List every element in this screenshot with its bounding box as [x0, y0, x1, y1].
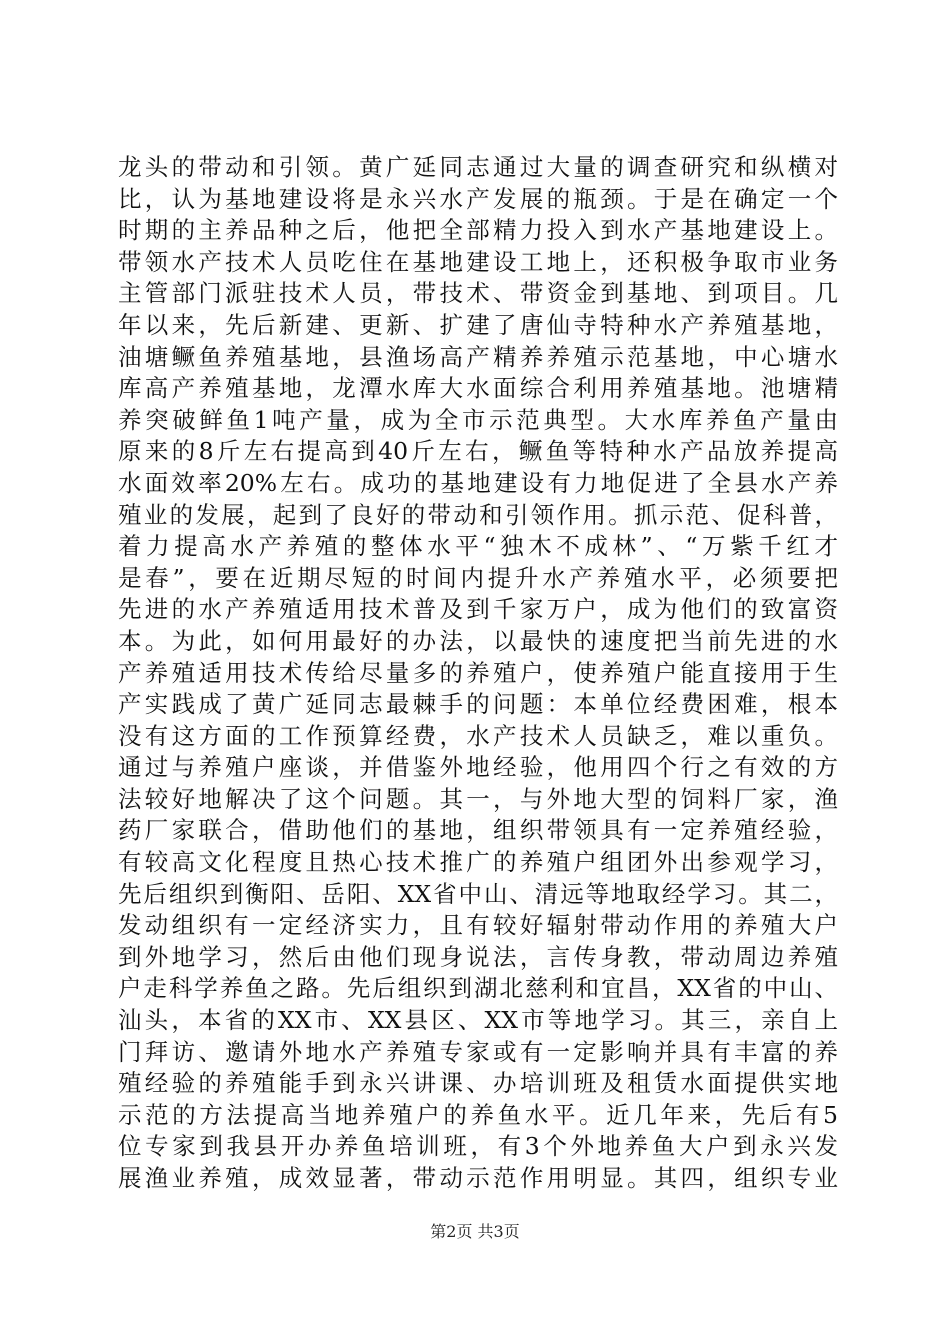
text-line: 龙头的带动和引领。黄广延同志通过大量的调查研究和纵横对 [118, 153, 838, 181]
text-line: 有较高文化程度且热心技术推广的养殖户组团外出参观学习， [118, 848, 838, 877]
text-line: 比，认为基地建设将是永兴水产发展的瓶颈。于是在确定一个 [118, 184, 838, 213]
page-number-footer: 第2页 共3页 [430, 1222, 520, 1241]
text-line: 发动组织有一定经济实力，且有较好辐射带动作用的养殖大户 [118, 911, 838, 940]
text-line: 时期的主养品种之后，他把全部精力投入到水产基地建设上。 [118, 216, 838, 245]
text-line: 本。为此，如何用最好的办法，以最快的速度把当前先进的水 [118, 626, 838, 655]
text-line: 法较好地解决了这个问题。其一，与外地大型的饲料厂家，渔 [118, 784, 838, 813]
text-line: 是春”，要在近期尽短的时间内提升水产养殖水平，必须要把 [118, 563, 838, 592]
text-line: 通过与养殖户座谈，并借鉴外地经验，他用四个行之有效的方 [118, 753, 838, 782]
text-line: 产实践成了黄广延同志最棘手的问题：本单位经费困难，根本 [118, 690, 838, 719]
text-line: 殖业的发展，起到了良好的带动和引领作用。抓示范、促科普， [118, 500, 838, 529]
text-line: 汕头，本省的XX市、XX县区、XX市等地学习。其三，亲自上 [118, 1006, 838, 1035]
text-line: 年以来，先后新建、更新、扩建了唐仙寺特种水产养殖基地， [118, 310, 838, 339]
text-line: 没有这方面的工作预算经费，水产技术人员缺乏，难以重负。 [118, 721, 838, 750]
text-line: 先后组织到衡阳、岳阳、XX省中山、清远等地取经学习。其二， [118, 879, 838, 908]
text-line: 先进的水产养殖适用技术普及到千家万户，成为他们的致富资 [118, 595, 838, 624]
text-line: 水面效率20%左右。成功的基地建设有力地促进了全县水产养 [118, 468, 838, 497]
text-line: 示范的方法提高当地养殖户的养鱼水平。近几年来，先后有5 [118, 1100, 838, 1129]
text-line: 原来的8斤左右提高到40斤左右，鳜鱼等特种水产品放养提高 [118, 437, 838, 466]
text-line: 带领水产技术人员吃住在基地建设工地上，还积极争取市业务 [118, 247, 838, 276]
text-line: 殖经验的养殖能手到永兴讲课、办培训班及租赁水面提供实地 [118, 1069, 838, 1098]
text-line: 库高产养殖基地，龙潭水库大水面综合利用养殖基地。池塘精 [118, 374, 838, 403]
text-line: 主管部门派驻技术人员，带技术、带资金到基地、到项目。几 [118, 279, 838, 308]
text-line: 药厂家联合，借助他们的基地，组织带领具有一定养殖经验， [118, 816, 838, 845]
text-line: 养突破鲜鱼1吨产量，成为全市示范典型。大水库养鱼产量由 [118, 405, 838, 434]
text-line: 产养殖适用技术传给尽量多的养殖户，使养殖户能直接用于生 [118, 658, 838, 687]
text-line: 展渔业养殖，成效显著，带动示范作用明显。其四，组织专业 [118, 1164, 838, 1192]
text-line: 着力提高水产养殖的整体水平“独木不成林”、“万紫千红才 [118, 532, 838, 561]
body-paragraph [118, 152, 838, 1195]
text-line: 位专家到我县开办养鱼培训班，有3个外地养鱼大户到永兴发 [118, 1132, 838, 1161]
text-line: 户走科学养鱼之路。先后组织到湖北慈利和宜昌，XX省的中山、 [118, 974, 838, 1003]
text-line: 到外地学习，然后由他们现身说法，言传身教，带动周边养殖 [118, 942, 838, 971]
text-line: 油塘鳜鱼养殖基地，县渔场高产精养养殖示范基地，中心塘水 [118, 342, 838, 371]
text-line: 门拜访、邀请外地水产养殖专家或有一定影响并具有丰富的养 [118, 1037, 838, 1066]
